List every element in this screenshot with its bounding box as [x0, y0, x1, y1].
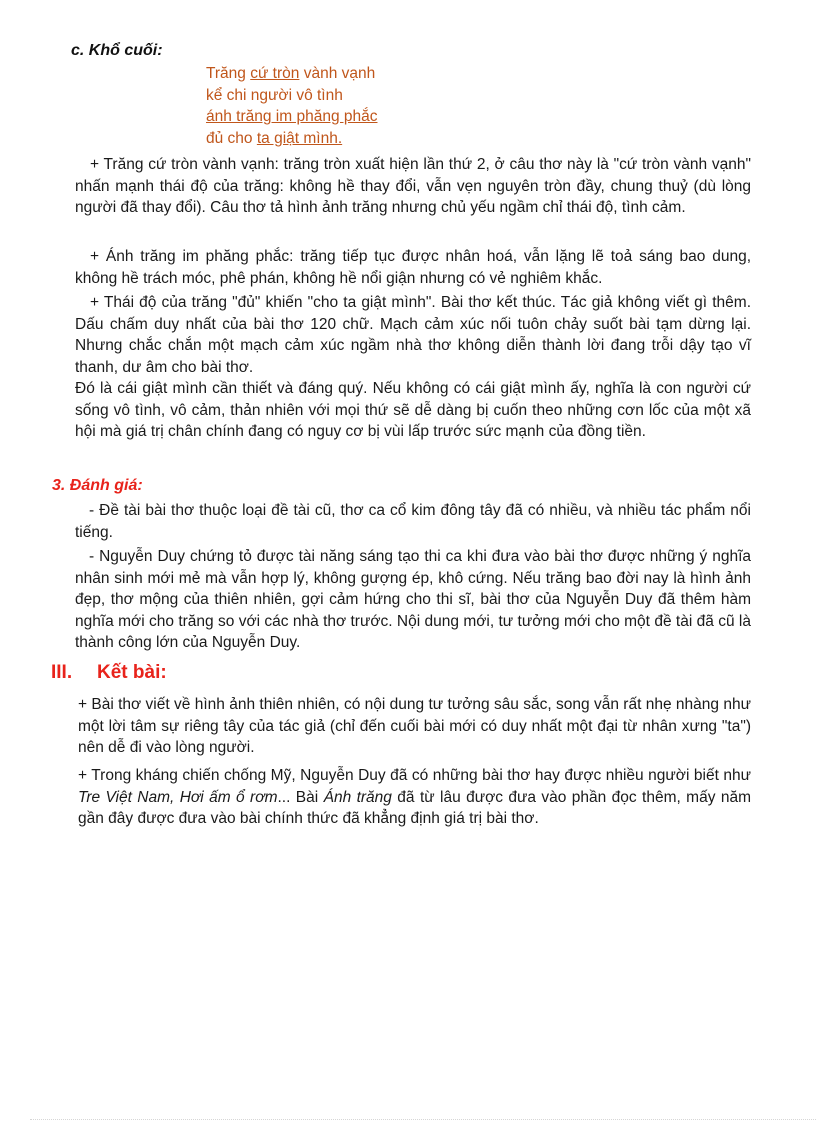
poem-line-1-post: vành vạnh — [299, 65, 376, 82]
section-iii-p2-text-c: đã từ lâu được đưa vào phần đọc thêm, mấy năm gần đây được đưa vào bài chính thức đã khẳng định giá trị bài thơ. — [78, 788, 752, 827]
poem-line-4-underlined: ta giật mình. — [256, 129, 343, 147]
poem-line-3: ánh trăng im phăng phắc — [206, 108, 378, 125]
section-iii-title: Kết bài: — [97, 662, 167, 683]
section-iii-paragraph-2 — [78, 765, 751, 830]
poem-stanza — [206, 63, 377, 149]
section-c-paragraph-3: + Thái độ của trăng "đủ" khiến "cho ta giật mình". Bài thơ kết thúc. Tác giả không viết gì thêm. Dấu chấm duy nhất của bài thơ 120 chữ. Mạch cảm xúc nối tuôn chảy suốt bài tạm dừng lại. Nhưng chắc chắn một mạch cảm xúc ngầm nhà thơ không diễn thành lời đang trỗi dậy tạo vĩ thanh, dư âm cho bài thơ. — [75, 294, 751, 376]
section-iii-heading — [51, 662, 167, 684]
section-c-paragraph-1: + Trăng cứ tròn vành vạnh: trăng tròn xuất hiện lần thứ 2, ở câu thơ này là "cứ tròn vành vạnh" nhấn mạnh thái độ của trăng: không hề thay đổi, vẫn vẹn nguyên tròn đầy, chung thuỷ (dù lòng người đã thay đổi). Câu thơ tả hình ảnh trăng nhưng chủ yếu ngầm chỉ thái độ, tình cảm. — [75, 156, 751, 216]
section-iii-p2-works: Tre Việt Nam, Hơi ấm ổ rơm — [78, 788, 278, 806]
section-iii-paragraph-1: + Bài thơ viết về hình ảnh thiên nhiên, có nội dung tư tưởng sâu sắc, song vẫn rất nhẹ nhàng như một lời tâm sự riêng tây của tác giả (chỉ đến cuối bài mới có duy nhất một đại từ nhân xưng "ta") nên dễ đi vào lòng người. — [78, 696, 751, 756]
section-c-paragraph-4: Đó là cái giật mình cần thiết và đáng quý. Nếu không có cái giật mình ấy, nghĩa là con người cứ sống vô tình, vô cảm, thản nhiên với mọi thứ sẽ dễ dàng bị cuốn theo những cơn lốc của một xã hội mà giá trị chân chính đang có nguy cơ bị vùi lấp trước sức mạnh của đồng tiền. — [75, 380, 751, 440]
poem-line-2: kể chi người vô tình — [206, 86, 343, 104]
section-3-heading: 3. Đánh giá: — [52, 477, 143, 494]
section-c-paragraph-2: + Ánh trăng im phăng phắc: trăng tiếp tục được nhân hoá, vẫn lặng lẽ toả sáng bao dung, không hề trách móc, phê phán, không hề nổi giận nhưng có vẻ nghiêm khắc. — [75, 248, 751, 287]
section-c-heading: c. Khổ cuối: — [71, 42, 163, 59]
poem-line-1 — [206, 63, 377, 85]
bottom-divider — [30, 1119, 816, 1120]
poem-line-1-underlined: cứ tròn — [250, 65, 300, 82]
section-3-paragraph-1: - Đề tài bài thơ thuộc loại đề tài cũ, thơ ca cổ kim đông tây đã có nhiều, và nhiều tác phẩm nổi tiếng. — [75, 502, 751, 541]
poem-line-4 — [206, 128, 377, 150]
section-iii-number: III. — [51, 662, 73, 683]
section-iii-p2-text-b: ... Bài — [277, 788, 324, 806]
section-iii-p2-poem-title: Ánh trăng — [323, 788, 392, 806]
section-iii-p2-text-a: + Trong kháng chiến chống Mỹ, Nguyễn Duy đã có những bài thơ hay được nhiều người biết như — [78, 767, 751, 784]
section-3-paragraph-2: - Nguyễn Duy chứng tỏ được tài năng sáng tạo thi ca khi đưa vào bài thơ được những ý nghĩa nhân sinh mới mẻ mà vẫn hợp lý, không gượng ép, khô cứng. Nếu trăng bao đời nay là hình ảnh đẹp, thơ mộng của thiên nhiên, gợi cảm hứng cho thi sĩ, bài thơ của Nguyễn Duy đã thêm hàm nghĩa mới cho trăng so với các nhà thơ trước. Nội dung mới, tư tưởng mới cho một đề tài đã cũ là thành công lớn của Nguyễn Duy. — [75, 548, 751, 651]
poem-line-4-pre: đủ cho — [206, 129, 257, 147]
poem-line-1-pre: Trăng — [206, 65, 251, 82]
